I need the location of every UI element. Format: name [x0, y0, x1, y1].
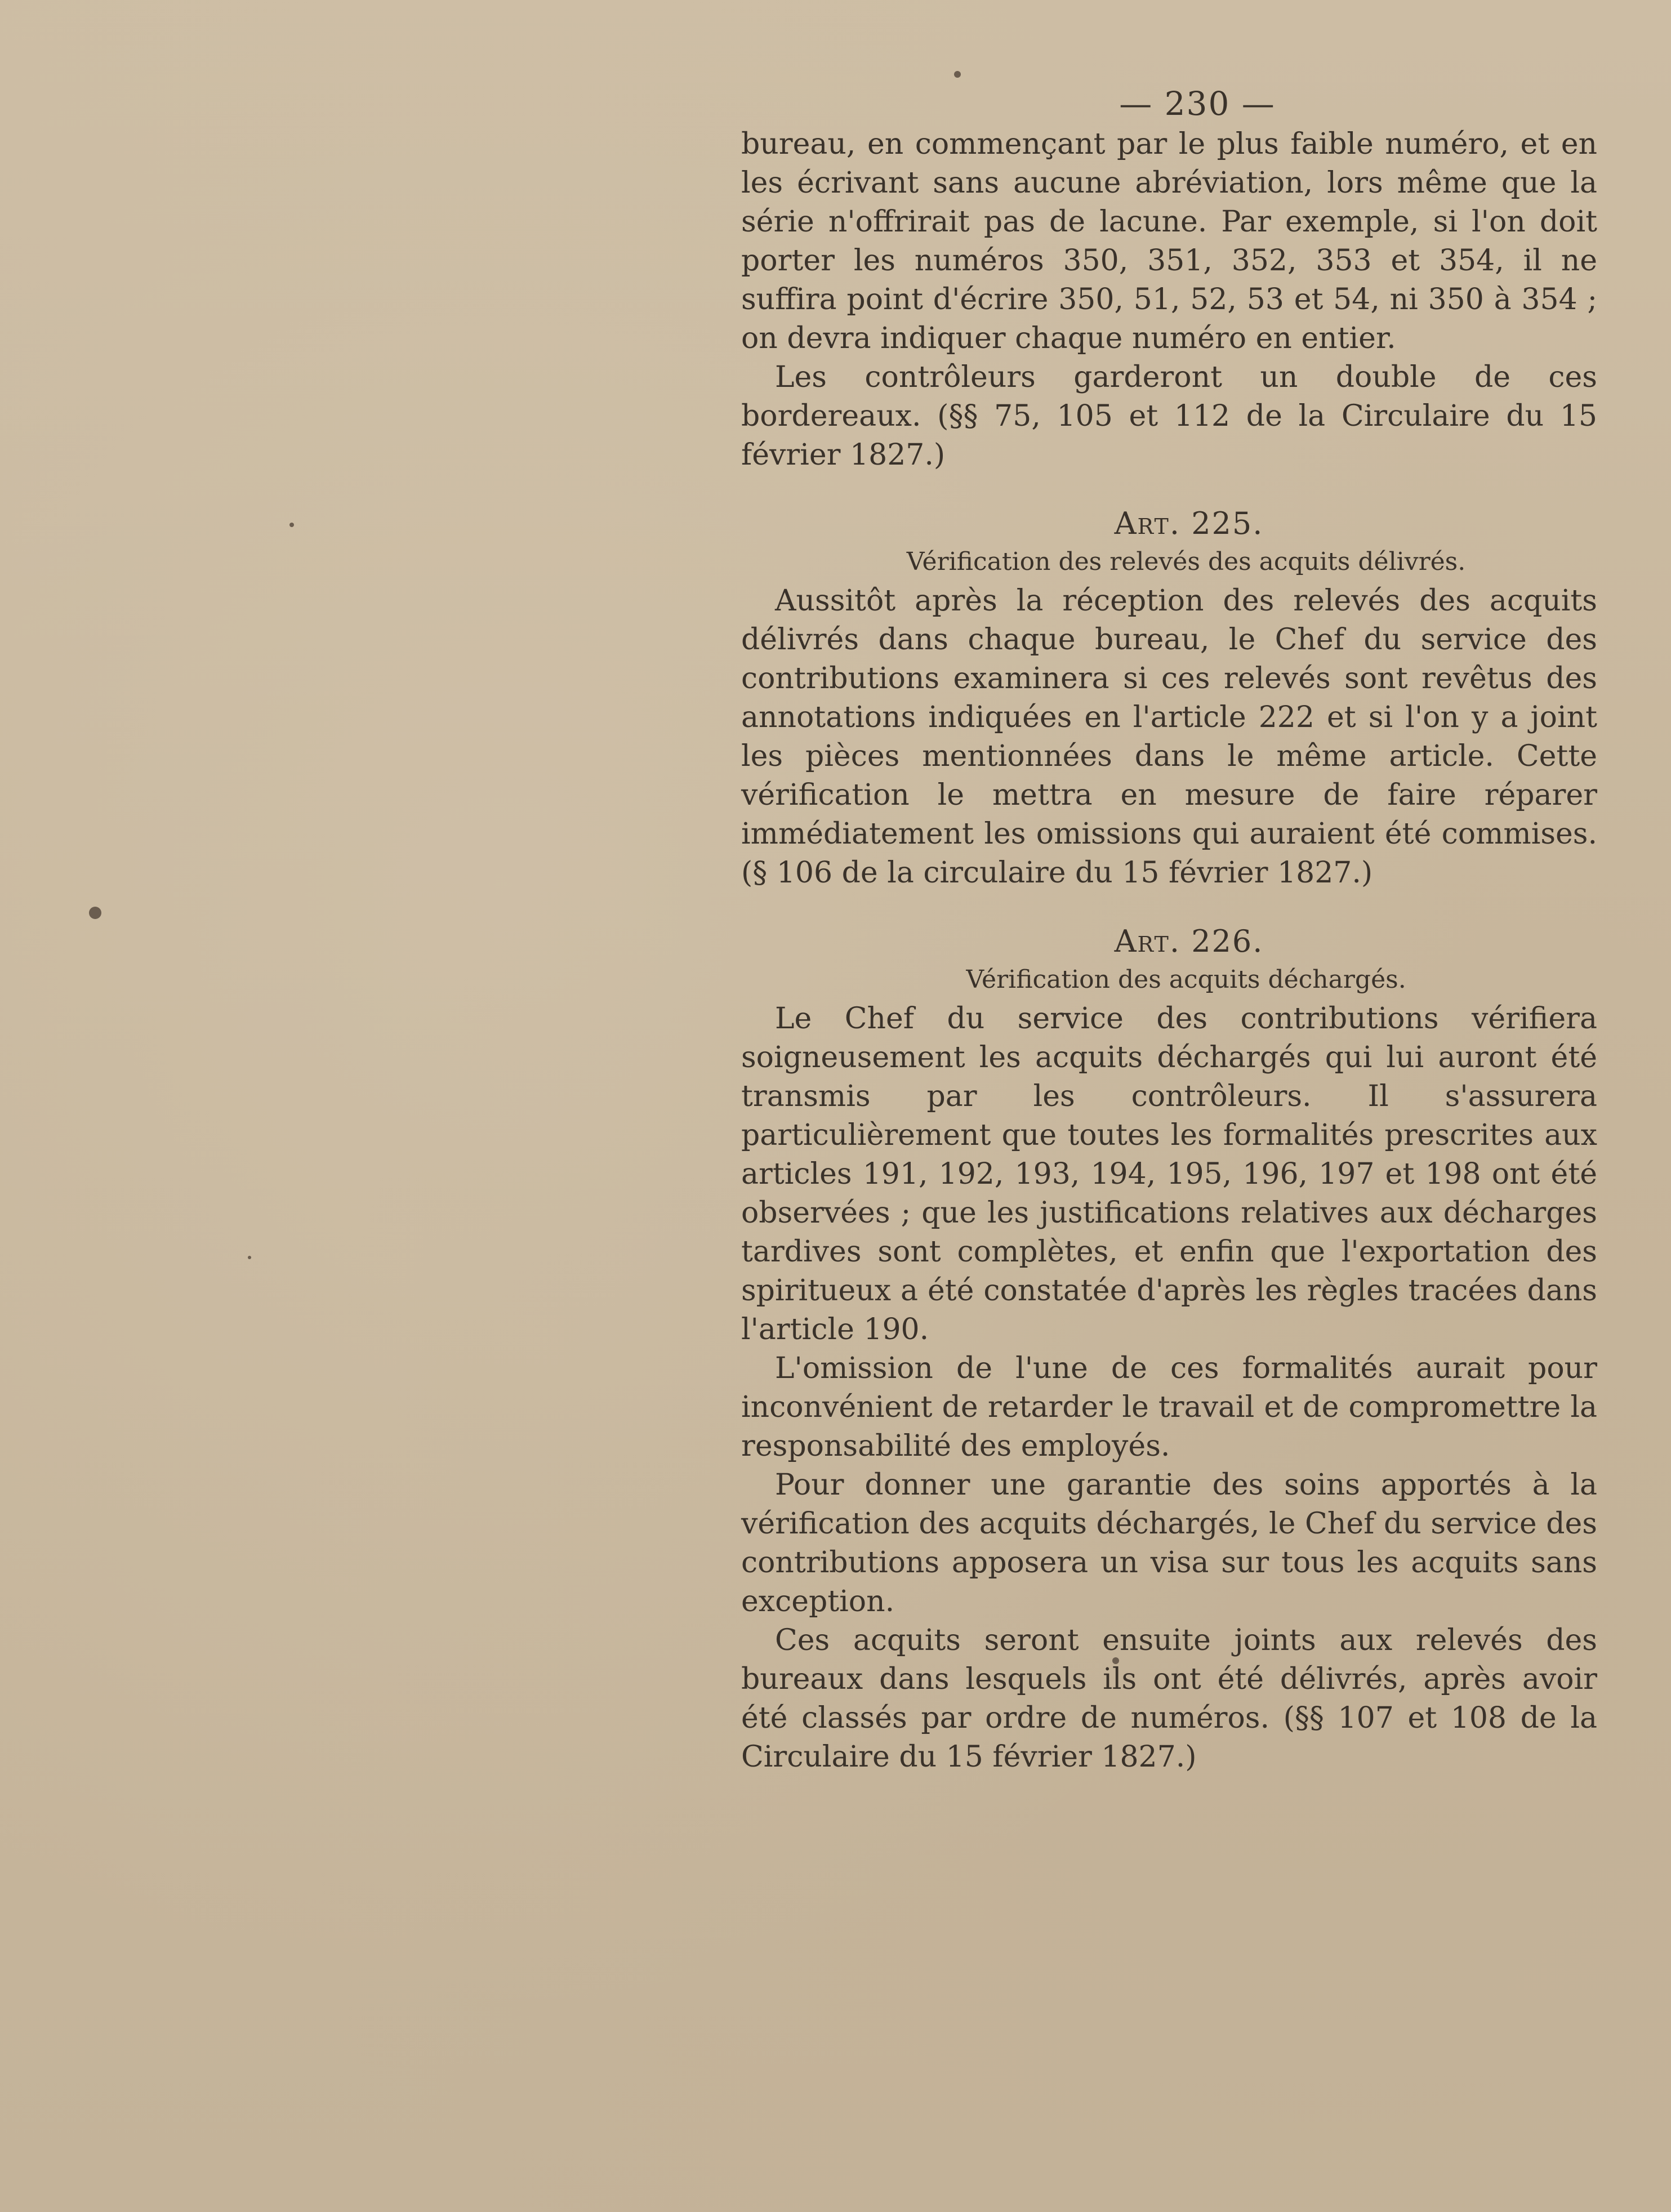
paper-speck [289, 523, 294, 527]
article-label: Art. [1114, 506, 1181, 541]
article-heading [741, 504, 1597, 543]
paragraph: Aussitôt après la réception des relevés des acquits délivrés dans chaque bureau, le Chef du service des contributions examinera si ces relevés sont revêtus des annotations indiquées en l'article 222 et si l'on y a joint les pièces mentionnées dans le même article. Cette vérification le mettra en mesure de faire réparer immédiatement les omissions qui auraient été commises. (§ 106 de la circulaire du 15 février 1827.) [741, 584, 1597, 890]
paragraph: Le Chef du service des contributions vérifiera soigneusement les acquits déchargés qui lui auront été transmis par les contrôleurs. Il s'assurera particulièrement que toutes les formalités prescrites aux articles 191, 192, 193, 194, 195, 196, 197 et 198 ont été observées ; que les justifications relatives aux décharges tardives sont complètes, et enfin que l'exportation des spiritueux a été constatée d'après les règles tracées dans l'article 190. [741, 1002, 1597, 1346]
article-number: 225. [1191, 506, 1264, 541]
paragraph: Les contrôleurs garderont un double de ces bordereaux. (§§ 75, 105 et 112 de la Circulaire du 15 février 1827.) [741, 360, 1597, 472]
paragraph: L'omission de l'une de ces formalités aurait pour inconvénient de retarder le travail et de compromettre la responsabilité des employés. [741, 1352, 1597, 1463]
paper-speck [954, 71, 961, 78]
article-number: 226. [1191, 924, 1264, 959]
paragraph: bureau, en commençant par le plus faible numéro, et en les écrivant sans aucune abréviation, lors même que la série n'offrirait pas de lacune. Par exemple, si l'on doit porter les numéros 350, 351, 352, 353 et 354, il ne suffira point d'écrire 350, 51, 52, 53 et 54, ni 350 à 354 ; on devra indiquer chaque numéro en entier. [741, 127, 1597, 355]
page-number: — 230 — [1119, 84, 1276, 123]
paper-speck [89, 907, 101, 919]
paragraph: Ces acquits seront ensuite joints aux relevés des bureaux dans lesquels ils ont été délivrés, après avoir été classés par ordre de numéros. (§§ 107 et 108 de la Circulaire du 15 février 1827.) [741, 1624, 1597, 1774]
article-title: Vérification des relevés des acquits délivrés. [906, 547, 1466, 576]
article-label: Art. [1114, 924, 1181, 959]
page-text [741, 84, 1597, 1777]
paragraph: Pour donner une garantie des soins apportés à la vérification des acquits déchargés, le Chef du service des contributions apposera un visa sur tous les acquits sans exception. [741, 1468, 1597, 1618]
article-title: Vérification des acquits déchargés. [966, 965, 1406, 994]
article-heading [741, 922, 1597, 961]
paper-speck [248, 1256, 251, 1259]
